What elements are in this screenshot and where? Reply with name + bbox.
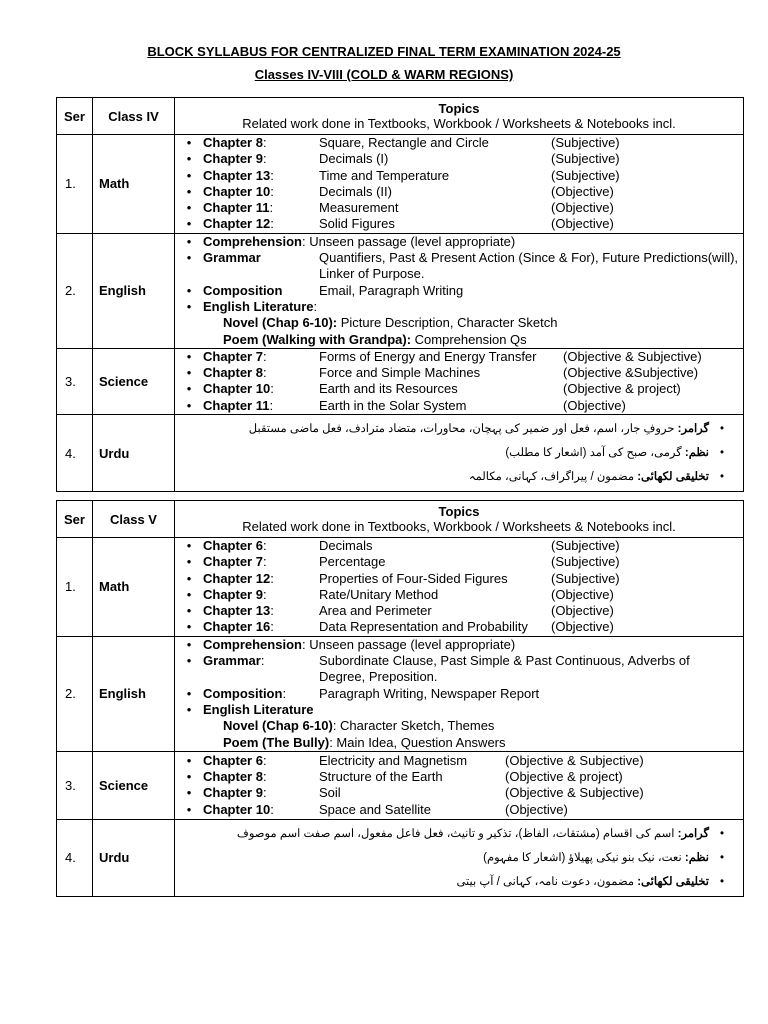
page-subtitle: Classes IV-VIII (COLD & WARM REGIONS) <box>254 67 514 82</box>
topics-cell <box>175 348 744 414</box>
chapter-title: Decimals (II) <box>319 183 392 199</box>
chapter-item <box>175 603 739 619</box>
ser-cell: 1. <box>57 538 93 637</box>
subject-cell: Science <box>93 348 175 414</box>
table-row-math <box>57 135 744 234</box>
subject-cell: Math <box>93 538 175 637</box>
list-item: • Grammar Quantifiers, Past & Present Action (Since & For), Future Predictions(will), Linker of Purpose. <box>186 250 739 282</box>
table-header-row <box>57 501 744 538</box>
chapter-item <box>175 135 739 151</box>
ser-cell: 4. <box>57 819 93 896</box>
subject-cell: Math <box>93 135 175 234</box>
chapter-title: Solid Figures <box>319 216 395 232</box>
assessment-type: (Subjective) <box>551 570 620 586</box>
chapter-label: Chapter 9 : <box>203 785 267 801</box>
chapter-item <box>175 587 739 603</box>
ser-cell: 3. <box>57 751 93 819</box>
chapter-label: Chapter 11 : <box>203 200 274 216</box>
chapter-title: Square, Rectangle and Circle <box>319 135 489 150</box>
chapter-title: Rate/Unitary Method <box>319 586 439 602</box>
chapter-label: Chapter 7 : <box>203 554 267 570</box>
chapter-item <box>175 398 739 414</box>
chapter-item <box>175 753 739 769</box>
chapter-label: Chapter 7 : <box>203 348 267 364</box>
bullet: • <box>186 603 192 619</box>
bullet: • <box>186 785 192 801</box>
chapter-title: Data Representation and Probability <box>319 619 528 635</box>
list-item: •گرامر: اسم کی اقسام (مشتقات، الفاظ)، تذکیر و تانیث، فعل فاعل مفعول، اسم صفت اسم موصوف <box>236 827 725 840</box>
chapter-title: Measurement <box>319 200 399 216</box>
topics-cell <box>175 636 744 751</box>
bullet: • <box>186 554 192 570</box>
chapter-item <box>175 349 739 365</box>
page-title: BLOCK SYLLABUS FOR CENTRALIZED FINAL TERM EXAMINATION 2024-25 <box>147 44 621 59</box>
bullet: • <box>186 381 192 397</box>
assessment-type: (Objective & Subjective) <box>505 752 644 768</box>
assessment-type: (Objective) <box>551 216 614 232</box>
chapter-label: Chapter 9 : <box>203 586 267 602</box>
chapter-item <box>175 151 739 167</box>
assessment-type: (Objective) <box>551 603 614 619</box>
chapter-label: Chapter 8 : <box>203 769 267 785</box>
bullet: • <box>186 769 192 785</box>
assessment-type: (Objective & project) <box>563 381 681 397</box>
assessment-type: (Subjective) <box>551 151 620 167</box>
topics-subheader: Related work done in Textbooks, Workbook / Worksheets & Notebooks incl. <box>242 116 676 131</box>
chapter-title: Earth and its Resources <box>319 381 458 397</box>
chapter-title: Percentage <box>319 554 386 570</box>
assessment-type: (Objective) <box>551 183 614 199</box>
chapter-item <box>175 769 739 785</box>
chapter-item <box>175 538 739 554</box>
ser-cell: 2. <box>57 233 93 348</box>
topics-cell <box>175 538 744 637</box>
chapter-item <box>175 365 739 381</box>
chapter-label: Chapter 10 : <box>203 183 274 199</box>
table-row-english <box>57 636 744 751</box>
list-item: •تخلیقی لکھائی: مضمون، دعوت نامہ، کہانی / آپ بیتی <box>456 875 725 888</box>
chapter-title: Structure of the Earth <box>319 769 443 785</box>
chapter-item <box>175 184 739 200</box>
chapter-item <box>175 168 739 184</box>
assessment-type: (Subjective) <box>551 167 620 183</box>
bullet: • <box>186 365 192 381</box>
list-item: • Composition Email, Paragraph Writing <box>186 282 464 298</box>
list-item: •نظم: نعت، نیک بنو نیکی پھیلاؤ (اشعار کا مفہوم) <box>483 851 725 864</box>
bullet: • <box>186 151 192 167</box>
bullet: • <box>186 801 192 817</box>
ser-cell: 3. <box>57 348 93 414</box>
ser-cell: 2. <box>57 636 93 751</box>
chapter-title: Time and Temperature <box>319 167 450 183</box>
chapter-title: Soil <box>319 785 341 801</box>
novel-line: Novel (Chap 6-10): Picture Description, Character Sketch <box>223 315 558 331</box>
assessment-type: (Subjective) <box>551 538 620 553</box>
chapter-title: Decimals <box>319 538 373 553</box>
table-row-science <box>57 348 744 414</box>
class-header: Class V <box>93 501 175 538</box>
poem-line: Poem (Walking with Grandpa): Comprehension Qs <box>223 331 527 347</box>
bullet: • <box>186 619 192 635</box>
bullet: • <box>186 216 192 232</box>
topics-cell <box>175 135 744 234</box>
ser-cell: 4. <box>57 415 93 492</box>
chapter-title: Properties of Four-Sided Figures <box>319 570 508 586</box>
urdu-topics-cell <box>175 819 744 896</box>
chapter-label: Chapter 6 : <box>203 752 267 768</box>
topics-header: Topics Related work done in Textbooks, Workbook / Worksheets & Notebooks incl. <box>175 98 744 135</box>
chapter-label: Chapter 12 : <box>203 216 274 232</box>
table-header-row <box>57 98 744 135</box>
assessment-type: (Subjective) <box>551 554 620 570</box>
bullet: • <box>186 348 192 364</box>
chapter-title: Decimals (I) <box>319 151 389 167</box>
topics-subheader: Related work done in Textbooks, Workbook / Worksheets & Notebooks incl. <box>242 519 676 534</box>
chapter-title: Force and Simple Machines <box>319 365 481 381</box>
list-item: •تخلیقی لکھائی: مضمون / پیراگراف، کہانی، مکالمہ <box>468 471 725 484</box>
assessment-type: (Subjective) <box>551 135 620 150</box>
bullet: • <box>186 397 192 413</box>
assessment-type: (Objective & project) <box>505 769 623 785</box>
list-item: • English Literature : <box>186 298 318 314</box>
chapter-label: Chapter 9 : <box>203 151 267 167</box>
poem-line: Poem (The Bully): Main Idea, Question Answers <box>223 734 506 750</box>
chapter-title: Area and Perimeter <box>319 603 432 619</box>
assessment-type: (Objective) <box>551 200 614 216</box>
chapter-label: Chapter 11 : <box>203 397 274 413</box>
bullet: • <box>186 167 192 183</box>
chapter-title: Forms of Energy and Energy Transfer <box>319 348 537 364</box>
chapter-item <box>175 571 739 587</box>
table-row-english <box>57 233 744 348</box>
assessment-type: (Objective & Subjective) <box>563 348 702 364</box>
bullet: • <box>186 586 192 602</box>
ser-cell: 1. <box>57 135 93 234</box>
list-item: • Comprehension : Unseen passage (level appropriate) <box>186 636 516 652</box>
table-row-science <box>57 751 744 819</box>
syllabus-table-class-v <box>56 500 744 897</box>
ser-header: Ser <box>57 98 93 135</box>
class-header: Class IV <box>93 98 175 135</box>
chapter-label: Chapter 6 : <box>203 538 267 553</box>
bullet: • <box>186 538 192 553</box>
subject-cell: Urdu <box>93 415 175 492</box>
chapter-item <box>175 619 739 635</box>
subject-cell: English <box>93 233 175 348</box>
subject-cell: Urdu <box>93 819 175 896</box>
chapter-label: Chapter 16 : <box>203 619 274 635</box>
topics-cell <box>175 751 744 819</box>
chapter-item <box>175 802 739 818</box>
assessment-type: (Objective) <box>551 586 614 602</box>
assessment-type: (Objective) <box>563 397 626 413</box>
table-row-urdu <box>57 819 744 896</box>
chapter-item <box>175 216 739 232</box>
chapter-item <box>175 381 739 397</box>
list-item: • Grammar : Subordinate Clause, Past Simple & Past Continuous, Adverbs of Degree, Preposition. <box>186 653 690 685</box>
list-item: •گرامر: حروفِ جار، اسم، فعل اور ضمیر کی پہچان، محاورات، متضاد مترادف، فعل ماضی مستقبل <box>248 423 725 436</box>
chapter-title: Earth in the Solar System <box>319 397 467 413</box>
table-row-urdu <box>57 415 744 492</box>
list-item: •نظم: گرمی، صبح کی آمد (اشعار کا مطلب) <box>505 447 725 460</box>
chapter-label: Chapter 10 : <box>203 801 274 817</box>
chapter-label: Chapter 13 : <box>203 603 274 619</box>
topics-cell <box>175 233 744 348</box>
subject-cell: English <box>93 636 175 751</box>
chapter-title: Electricity and Magnetism <box>319 752 468 768</box>
bullet: • <box>186 183 192 199</box>
bullet: • <box>186 570 192 586</box>
subject-cell: Science <box>93 751 175 819</box>
list-item: • English Literature <box>186 701 314 717</box>
novel-line: Novel (Chap 6-10): Character Sketch, Themes <box>223 718 495 734</box>
topics-header: Topics Related work done in Textbooks, Workbook / Worksheets & Notebooks incl. <box>175 501 744 538</box>
list-item: • Composition : Paragraph Writing, Newspaper Report <box>186 685 540 701</box>
chapter-label: Chapter 10 : <box>203 381 274 397</box>
chapter-title: Space and Satellite <box>319 801 432 817</box>
chapter-item <box>175 554 739 570</box>
chapter-item <box>175 200 739 216</box>
urdu-topics-cell <box>175 415 744 492</box>
bullet: • <box>186 135 192 150</box>
syllabus-table-class-iv <box>56 97 744 492</box>
bullet: • <box>186 200 192 216</box>
ser-header: Ser <box>57 501 93 538</box>
assessment-type: (Objective & Subjective) <box>505 785 644 801</box>
chapter-label: Chapter 13 : <box>203 167 274 183</box>
chapter-label: Chapter 12 : <box>203 570 274 586</box>
chapter-label: Chapter 8 : <box>203 365 267 381</box>
assessment-type: (Objective) <box>551 619 614 635</box>
chapter-label: Chapter 8 : <box>203 135 267 150</box>
list-item: • Comprehension : Unseen passage (level appropriate) <box>186 233 516 249</box>
table-row-math <box>57 538 744 637</box>
assessment-type: (Objective &Subjective) <box>563 365 699 381</box>
chapter-item <box>175 785 739 801</box>
bullet: • <box>186 752 192 768</box>
assessment-type: (Objective) <box>505 801 568 817</box>
